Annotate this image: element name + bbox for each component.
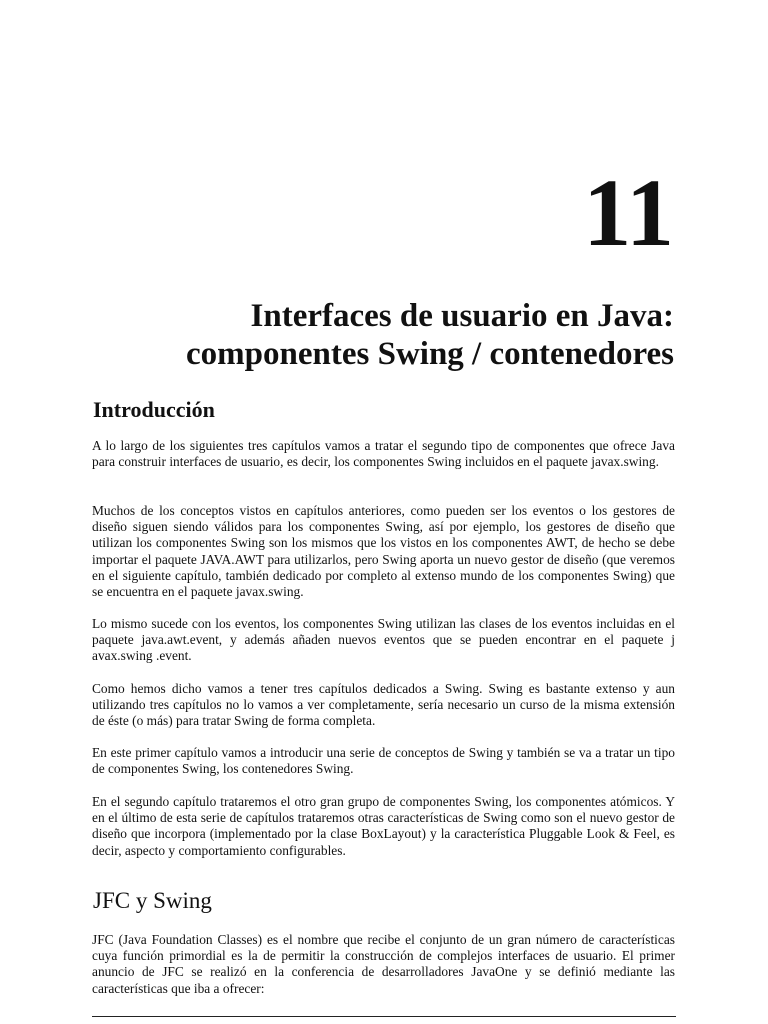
paragraph: JFC (Java Foundation Classes) es el nombre que recibe el conjunto de un gran número de características cuya función primordial es la de permitir la construcción de complejos interfaces de usuario. El primer anuncio de JFC se realizó en la conferencia de desarrolladores JavaOne y se definió mediante las características que iba a ofrecer: <box>92 932 675 996</box>
paragraph: Muchos de los conceptos vistos en capítulos anteriores, como pueden ser los eventos o los gestores de diseño siguen siendo válidos para los componentes Swing, así por ejemplo, los gestores de diseño que utilizan los componentes Swing son los mismos que los vistos en los componentes AWT, de hecho se debe importar el paquete JAVA.AWT para utilizarlos, pero Swing aporta un nuevo gestor de diseño (que veremos en el siguiente capítulo, también dedicado por completo al extenso mundo de los componentes Swing) que se encuentra en el paquete javax.swing. <box>92 503 675 600</box>
section-heading-jfc-y-swing: JFC y Swing <box>93 888 212 913</box>
paragraph: En este primer capítulo vamos a introducir una serie de conceptos de Swing y también se va a tratar un tipo de componentes Swing, los contenedores Swing. <box>92 745 675 777</box>
chapter-number: 11 <box>583 159 674 266</box>
chapter-title-line-2: componentes Swing / contenedores <box>186 336 674 372</box>
paragraph: En el segundo capítulo trataremos el otro gran grupo de componentes Swing, los componentes atómicos. Y en el último de esta serie de capítulos trataremos otras características de Swing como son el nuevo gestor de diseño que incorpora (implementado por la clase BoxLayout) y la característica Pluggable Look & Feel, es decir, aspecto y comportamiento configurables. <box>92 794 675 858</box>
chapter-title <box>54 297 674 373</box>
paragraph: Como hemos dicho vamos a tener tres capítulos dedicados a Swing. Swing es bastante extenso y aun utilizando tres capítulos no lo vamos a ver completamente, sería necesario un curso de la misma extensión de éste (o más) para tratar Swing de forma completa. <box>92 681 675 729</box>
chapter-title-line-1: Interfaces de usuario en Java: <box>250 298 674 334</box>
paragraph: Lo mismo sucede con los eventos, los componentes Swing utilizan las clases de los eventos incluidas en el paquete java.awt.event, y además añaden nuevos eventos que se pueden encontrar en el paquete j avax.swing .event. <box>92 616 675 664</box>
section-heading-introduccion: Introducción <box>93 397 215 422</box>
paragraph: A lo largo de los siguientes tres capítulos vamos a tratar el segundo tipo de componentes que ofrece Java para construir interfaces de usuario, es decir, los componentes Swing incluidos en el paquete javax.swing. <box>92 438 675 470</box>
page-bottom-divider <box>92 1016 676 1017</box>
